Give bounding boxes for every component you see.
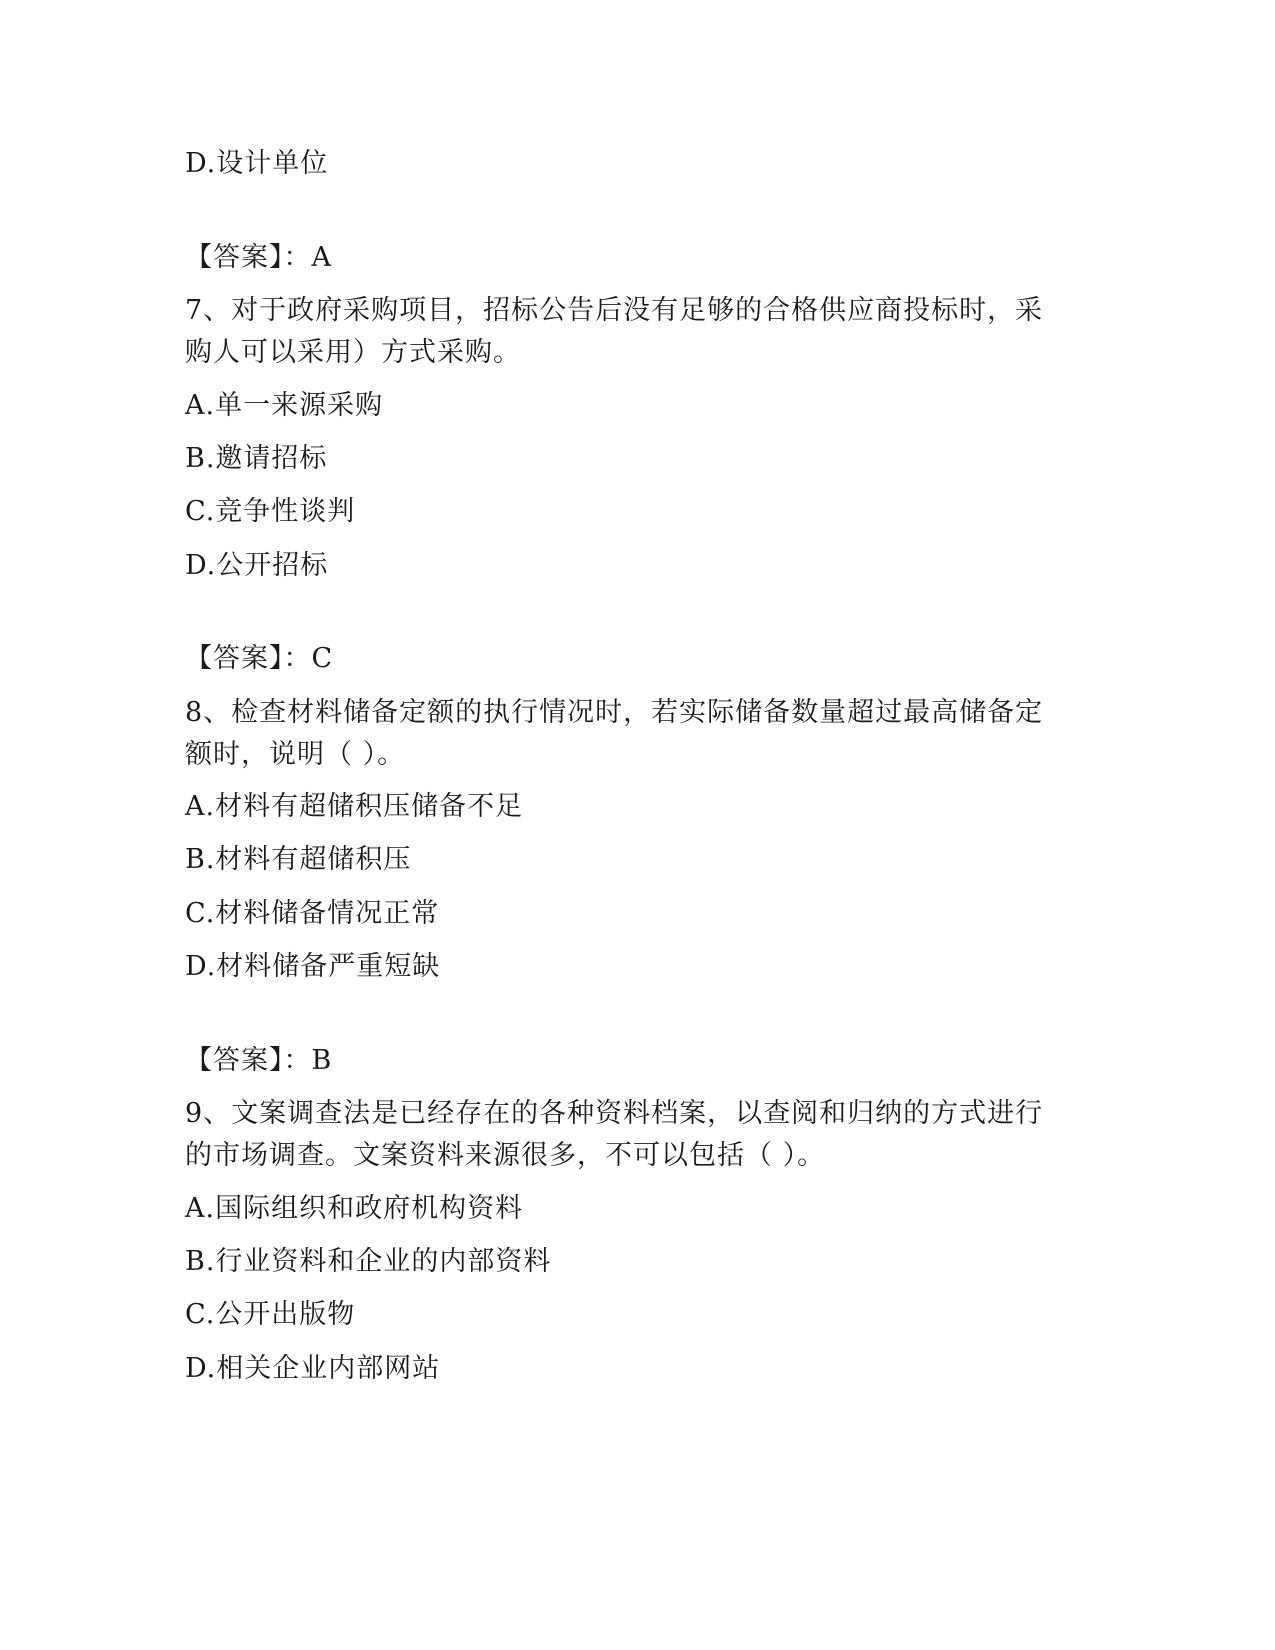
q8-stem-line-1: 8、检查材料储备定额的执行情况时，若实际储备数量超过最高储备定: [185, 697, 1044, 728]
q7-stem-line-2: 购人可以采用）方式采购。: [185, 337, 521, 368]
q9-option-a: A.国际组织和政府机构资料: [185, 1193, 524, 1224]
q8-stem-line-2: 额时，说明（ ）。: [185, 739, 406, 770]
q8-option-a: A.材料有超储积压储备不足: [185, 791, 524, 822]
q7-option-c: C.竞争性谈判: [185, 496, 356, 527]
q7-option-d: D.公开招标: [185, 550, 329, 581]
q7-option-b: B.邀请招标: [185, 443, 328, 474]
q8-option-d: D.材料储备严重短缺: [185, 951, 441, 982]
prev-question-option-d: D.设计单位: [185, 148, 329, 179]
prev-question-answer: 【答案】：A: [185, 242, 332, 273]
q9-option-b: B.行业资料和企业的内部资料: [185, 1246, 552, 1277]
q8-option-c: C.材料储备情况正常: [185, 898, 440, 929]
q9-option-c: C.公开出版物: [185, 1299, 356, 1330]
q9-stem-line-1: 9、文案调查法是已经存在的各种资料档案，以查阅和归纳的方式进行: [185, 1098, 1044, 1129]
q9-option-d: D.相关企业内部网站: [185, 1353, 441, 1384]
q7-option-a: A.单一来源采购: [185, 390, 384, 421]
q8-answer: 【答案】：B: [185, 1045, 333, 1076]
q8-option-b: B.材料有超储积压: [185, 844, 412, 875]
q7-answer: 【答案】：C: [185, 643, 334, 674]
q9-stem-line-2: 的市场调查。文案资料来源很多，不可以包括（ ）。: [185, 1140, 826, 1171]
q7-stem-line-1: 7、对于政府采购项目，招标公告后没有足够的合格供应商投标时，采: [185, 295, 1044, 326]
